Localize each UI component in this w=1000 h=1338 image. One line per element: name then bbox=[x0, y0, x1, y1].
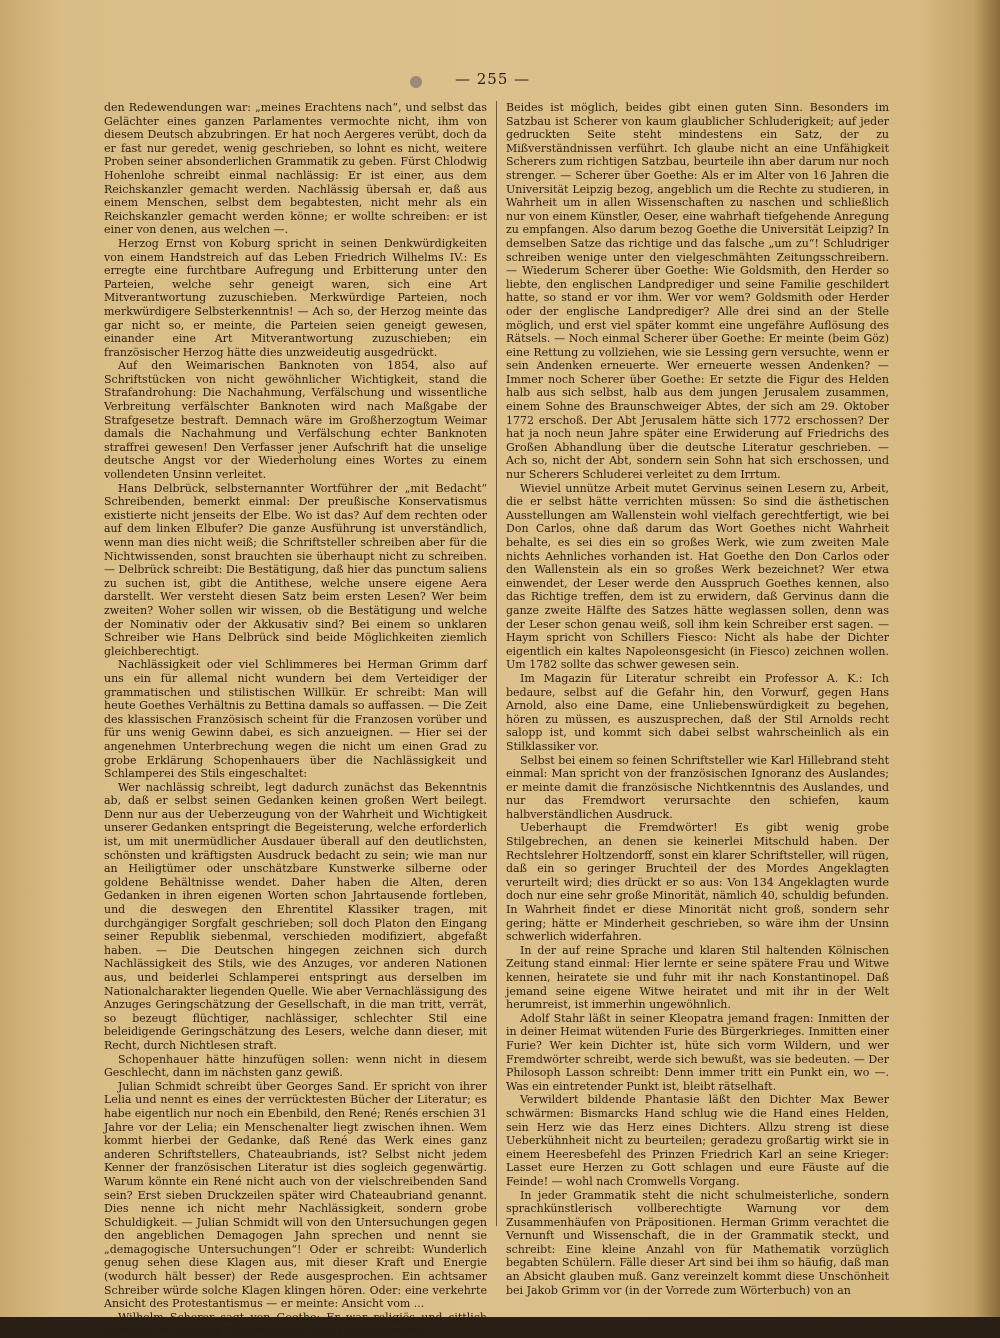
paragraph: Verwildert bildende Phantasie läßt den Dichter Max Bewer schwärmen: Bismarcks Hand schlug wie die Hand eines Helden, sein Herz wie das Herz eines Dichters. Allzu streng ist diese Ueberkühnheit nicht zu beurteilen; geradezu großartig wirkt sie in einem Heeresbefehl des Prinzen Friedrich Karl an seine Krieger: Lasset eure Herzen zu Gott schlagen und eure Fäuste auf die Feinde! — wohl nach Cromwells Vorgang. bbox=[506, 1093, 889, 1188]
page-header bbox=[0, 70, 1000, 94]
left-column bbox=[104, 101, 487, 1338]
paragraph: Wieviel unnütze Arbeit mutet Gervinus seinen Lesern zu, Arbeit, die er selbst hätte verrichten müssen: So sind die ästhetischen Ausstellungen am Wallenstein wohl vielfach gerechtfertigt, wie bei Don Carlos, ohne daß darum das Wort Goethes nicht Wahrheit behalte, es sei dies ein so großes Werk, wie zum zweiten Male nichts Aehnliches vorhanden ist. Hat Goethe den Don Carlos oder den Wallenstein als ein so großes Werk bezeichnet? Wer etwa einwendet, der Leser werde den Ausspruch Goethes kennen, also das Richtige treffen, dem ist zu erwidern, daß Gervinus dann die ganze zweite Hälfte des Satzes hätte weglassen sollen, denn was der Leser schon genau weiß, soll ihm kein Schreiber erst sagen. — Haym spricht von Schillers Fiesco: Nicht als habe der Dichter eigentlich ein kaltes Napoleonsgesicht (in Fiesco) zeichnen wollen. Um 1782 sollte das schwer gewesen sein. bbox=[506, 481, 889, 672]
paragraph: den Redewendungen war: „meines Erachtens nach“, und selbst das Gelächter eines ganzen Parlamentes vermochte nicht, ihm von diesem Deutsch abzubringen. Er hat noch Aergeres verübt, doch da er fast nur geredet, wenig geschrieben, so lohnt es nicht, weitere Proben seiner absonderlichen Grammatik zu geben. Fürst Chlodwig Hohenlohe schreibt einmal nachlässig: Er ist einer, aus dem Reichskanzler gemacht werden. Nachlässig übersah er, daß aus einem Menschen, selbst dem begabtesten, nicht mehr als ein Reichskanzler gemacht werden könne; er wollte schreiben: er ist einer von denen, aus welchen —. bbox=[104, 101, 487, 237]
ink-blot-icon bbox=[410, 76, 422, 88]
paragraph: Herzog Ernst von Koburg spricht in seinen Denkwürdigkeiten von einem Handstreich auf das Leben Friedrich Wilhelms IV.: Es erregte eine furchtbare Aufregung und Erbitterung unter den Parteien, welche sehr geneigt waren, sich eine Art Mitverantwortung zuzuschieben. Merkwürdige Parteien, noch merkwürdigere Selbsterkenntnis! — Ach so, der Herzog meinte das gar nicht so, er meinte, die Parteien seien geneigt gewesen, einander eine Art Mitverantwortung zuzuschieben; ein französischer Herzog hätte dies unzweideutig ausgedrückt. bbox=[104, 236, 487, 359]
paragraph: Wilhelm Scherer sagt von Goethe: Er war religiös und sittlich tolerant. Ist „religiös“ Eigenschafts- oder Umstandswort? bbox=[104, 1310, 487, 1338]
block-quote: Wer nachlässig schreibt, legt dadurch zunächst das Bekenntnis ab, daß er selbst seinen Gedanken keinen großen Wert beilegt. Denn nur aus der Ueberzeugung von der Wahrheit und Wichtigkeit unserer Gedanken entspringt die Begeisterung, welche erforderlich ist, um mit unermüdlicher Ausdauer überall auf den deutlichsten, schönsten und kräftigsten Ausdruck bedacht zu sein; wie man nur an Heiligtümer oder unschätzbare Kunstwerke silberne oder goldene Behältnisse wendet. Daher haben die Alten, deren Gedanken in ihren eigenen Worten schon Jahrtausende fortleben, und die deswegen den Ehrentitel Klassiker tragen, mit durchgängiger Sorgfalt geschrieben; soll doch Platon den Eingang seiner Republik siebenmal, verschieden modifiziert, abgefaßt haben. — Die Deutschen hingegen zeichnen sich durch Nachlässigkeit des Stils, wie des Anzuges, vor anderen Nationen aus, und beiderlei Schlamperei entspringt aus derselben im Nationalcharakter liegenden Quelle. Wie aber Vernachlässigung des Anzuges Geringschätzung der Gesellschaft, in die man tritt, verrät, so bezeugt flüchtiger, nachlässiger, schlechter Stil eine beleidigende Geringschätzung des Lesers, welche dann dieser, mit Recht, durch Nichtlesen straft. bbox=[104, 780, 487, 1052]
paragraph: Schopenhauer hätte hinzufügen sollen: wenn nicht in diesem Geschlecht, dann im nächsten ganz gewiß. bbox=[104, 1052, 487, 1080]
page-number: — 255 — bbox=[455, 70, 531, 88]
right-column bbox=[506, 101, 889, 1297]
paragraph: Auf den Weimarischen Banknoten von 1854, also auf Schriftstücken von nicht gewöhnlicher Wichtigkeit, stand die Strafandrohung: Die Nachahmung, Verfälschung und wissentliche Verbreitung verfälschter Banknoten wird nach Maßgabe der Strafgesetze bestraft. Demnach wäre im Großherzogtum Weimar damals die Nachahmung und Verfälschung echter Banknoten straffrei gewesen! Den Verfasser jener Aufschrift hat die unselige deutsche Angst vor der Wiederholung eines Wortes zu einem vollendeten Unsinn verleitet. bbox=[104, 359, 487, 482]
paragraph: Beides ist möglich, beides gibt einen guten Sinn. Besonders im Satzbau ist Scherer von kaum glaublicher Schluderigkeit; auf jeder gedruckten Seite steht mindestens ein Satz, der zu Mißverständnissen verführt. Ich glaube nicht an eine Unfähigkeit Scherers zum richtigen Satzbau, beurteile ihn aber darum nur noch strenger. — Scherer über Goethe: Als er im Alter von 16 Jahren die Universität Leipzig bezog, angeblich um die Rechte zu studieren, in Wahrheit um in allen Wissenschaften zu naschen und schließlich nur von einem Künstler, Oeser, eine wahrhaft tiefgehende Anregung zu empfangen. Also darum bezog Goethe die Universität Leipzig? In demselben Satze das richtige und das falsche „um zu“! Schludriger schreiben wenige unter den vielgeschmähten Zeitungsschreibern. — Wiederum Scherer über Goethe: Wie Goldsmith, den Herder so liebte, den englischen Landprediger und seine Familie geschildert hatte, so stand er vor ihm. Wer vor wem? Goldsmith oder Herder oder der englische Landprediger? Alle drei sind an der Stelle möglich, und erst viel später kommt eine ungefähre Auflösung des Rätsels. — Noch einmal Scherer über Goethe: Er meinte (beim Göz) eine Rettung zu vollziehen, wie sie Lessing gern versuchte, wenn er sein Andenken erneuerte. Wer erneuerte wessen Andenken? — Immer noch Scherer über Goethe: Er setzte die Figur des Helden halb aus sich selbst, halb aus dem jungen Jerusalem zusammen, einem Sohne des Braunschweiger Abtes, der sich am 29. Oktober 1772 erschoß. Der Abt Jerusalem hätte sich 1772 erschossen? Der hat ja noch neun Jahre später eine Erwiderung auf Friedrichs des Großen Abhandlung über die deutsche Literatur geschrieben. — Ach so, nicht der Abt, sondern sein Sohn hat sich erschossen, und nur Scherers Schluderei verleitet zu dem Irrtum. bbox=[506, 101, 889, 482]
paragraph: Hans Delbrück, selbsternannter Wortführer der „mit Bedacht“ Schreibenden, bemerkt einmal: Der preußische Konservatismus existierte nicht jenseits der Elbe. Wo ist das? Auf dem rechten oder auf dem linken Elbufer? Die ganze Ausführung ist unverständlich, wenn man dies nicht weiß; die Schriftsteller schreiben aber für die Nichtwissenden, sonst brauchten sie überhaupt nicht zu schreiben. — Delbrück schreibt: Die Bestätigung, daß hier das punctum saliens zu suchen ist, gibt die Antithese, welche unsere eigene Aera darstellt. Wer versteht diesen Satz beim ersten Lesen? Wer beim zweiten? Woher sollen wir wissen, ob die Bestätigung und welche der Nominativ oder der Akkusativ sind? Bei einem so unklaren Schreiber wie Hans Delbrück sind beide Möglichkeiten ziemlich gleichberechtigt. bbox=[104, 481, 487, 658]
paragraph: Nachlässigkeit oder viel Schlimmeres bei Herman Grimm darf uns ein für allemal nicht wundern bei dem Verteidiger der grammatischen und stilistischen Willkür. Er schreibt: Man will heute Goethes Verhältnis zu Bettina damals so auffassen. — Die Zeit des klassischen Französisch scheint für die Franzosen vorüber und für uns wenig Gewinn dabei, es sich anzueignen. — Hier sei der angenehmen Unterbrechung wegen die nicht um einen Grad zu grobe Erklärung Schopenhauers über die Nachlässigkeit und Schlamperei des Stils eingeschaltet: bbox=[104, 658, 487, 781]
paragraph: Ueberhaupt die Fremdwörter! Es gibt wenig grobe Stilgebrechen, an denen sie keinerlei Mitschuld haben. Der Rechtslehrer Holtzendorff, sonst ein klarer Schriftsteller, will rügen, daß ein so geringer Bruchteil der des Mordes Angeklagten verurteilt wird; dies drückt er so aus: Von 134 Angeklagten wurde doch nur eine sehr große Minorität, nämlich 40, schuldig befunden. In Wahrheit findet er diese Minorität nicht groß, sondern sehr gering; hätte er Minderheit geschrieben, so wäre ihm der Unsinn schwerlich widerfahren. bbox=[506, 821, 889, 944]
paragraph: Adolf Stahr läßt in seiner Kleopatra jemand fragen: Inmitten der in deiner Heimat wütenden Furie des Bürgerkrieges. Inmitten einer Furie? Wer kein Dichter ist, hüte sich vorm Wildern, und wer Fremdwörter schreibt, werde sich bewußt, was sie bedeuten. — Der Philosoph Lasson schreibt: Denn immer tritt ein Punkt ein, wo —. Was ein eintretender Punkt ist, bleibt rätselhaft. bbox=[506, 1011, 889, 1093]
paragraph: Im Magazin für Literatur schreibt ein Professor A. K.: Ich bedaure, selbst auf die Gefahr hin, den Vorwurf, gegen Hans Arnold, also eine Dame, eine Unliebenswürdigkeit zu begehen, hören zu müssen, es auszusprechen, daß der Stil Arnolds recht salopp ist, und kommt sich dabei selbst wahrscheinlich als ein Stilklassiker vor. bbox=[506, 671, 889, 753]
paragraph: In der auf reine Sprache und klaren Stil haltenden Kölnischen Zeitung stand einmal: Hier lernte er seine spätere Frau und Witwe kennen, heiratete sie und fuhr mit ihr nach Konstantinopel. Daß jemand seine eigene Witwe heiratet und mit ihr in der Welt herumreist, ist immerhin ungewöhnlich. bbox=[506, 943, 889, 1012]
page-edge-shadow bbox=[974, 0, 1000, 1317]
paragraph: Julian Schmidt schreibt über Georges Sand. Er spricht von ihrer Lelia und nennt es eines der verrücktesten Bücher der Literatur; es habe eigentlich nur noch ein Ebenbild, den René; Renés erschien 31 Jahre vor der Lelia; ein Menschenalter liegt zwischen ihnen. Wem kommt hierbei der Gedanke, daß René das Werk eines ganz anderen Schriftstellers, Chateaubriands, ist? Selbst nicht jedem Kenner der französischen Literatur ist dies sogleich gegenwärtig. Warum könnte ein René nicht auch von der vielschreibenden Sand sein? Erst sieben Druckzeilen später wird Chateaubriand genannt. Dies nenne ich nicht mehr Nachlässigkeit, sondern grobe Schuldigkeit. — Julian Schmidt will von den Untersuchungen gegen den angeblichen Demagogen Jahn sprechen und nennt sie „demagogische Untersuchungen“! Oder er schreibt: Wunderlich genug sehen diese Klagen aus, mit dieser Kraft und Energie (wodurch hält besser) der Rede ausgesprochen. Ein achtsamer Schreiber würde solche Klagen klingen hören. Oder: eine verkehrte Ansicht des Protestantismus — er meinte: Ansicht vom ... bbox=[104, 1079, 487, 1311]
paragraph: In jeder Grammatik steht die nicht schulmeisterliche, sondern sprachkünstlerisch vollberechtigte Warnung vor dem Zusammenhäufen von Präpositionen. Herman Grimm verachtet die Vernunft und Wissenschaft, die in der Grammatik steckt, und schreibt: Eine kleine Anzahl von für Mathematik vorzüglich begabten Schülern. Fälle dieser Art sind bei ihm so häufig, daß man an Absicht glauben muß. Ganz vereinzelt kommt diese Unschönheit bei Jakob Grimm vor (in der Vorrede zum Wörterbuch) von an bbox=[506, 1188, 889, 1297]
column-divider bbox=[496, 101, 497, 1226]
paragraph: Selbst bei einem so feinen Schriftsteller wie Karl Hillebrand steht einmal: Man spricht von der französischen Ignoranz des Auslandes; er meinte damit die französische Nichtkenntnis des Auslandes, und nur das Fremdwort verursachte den schiefen, kaum halbverständlichen Ausdruck. bbox=[506, 753, 889, 821]
